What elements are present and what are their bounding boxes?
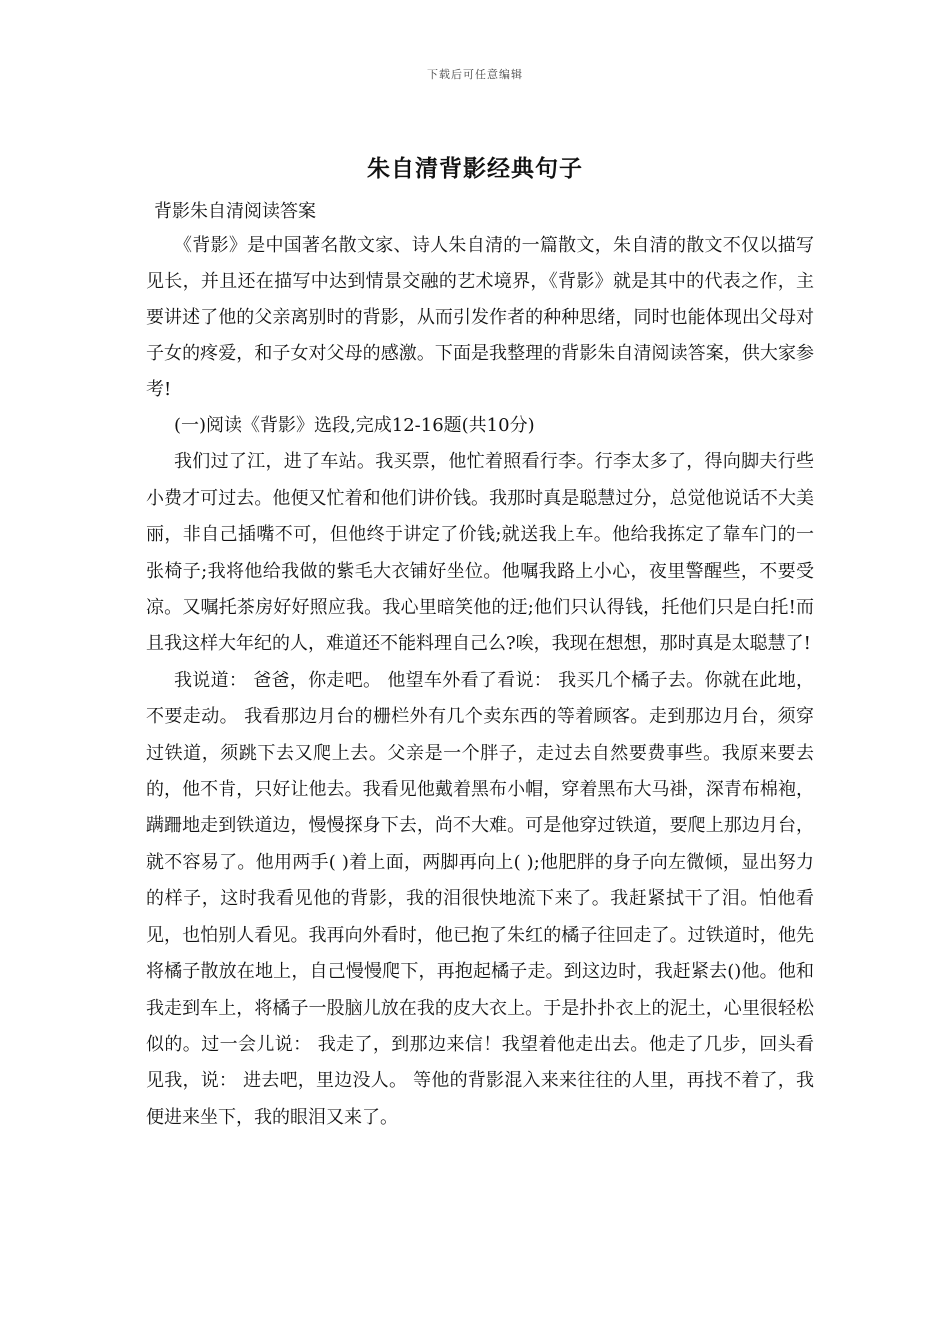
page-title: 朱自清背影经典句子 (367, 155, 583, 182)
header-note: 下载后可任意编辑 (427, 68, 523, 81)
paragraph-excerpt-1: 我们过了江，进了车站。我买票，他忙着照看行李。行李太多了，得向脚夫行些小费才可过去。他便又忙着和他们讲价钱。我那时真是聪慧过分，总觉他说话不大美丽，非自己插嘴不可，但他终于讲定了价钱;就送我上车。他给我拣定了靠车门的一张椅子;我将他给我做的紫毛大衣铺好坐位。他嘱我路上小心，夜里警醒些，不要受凉。又嘱托茶房好好照应我。我心里暗笑他的迂;他们只认得钱，托他们只是白托!而且我这样大年纪的人，难道还不能料理自己么?唉，我现在想想，那时真是太聪慧了! (146, 451, 814, 655)
paragraph-excerpt-2: 我说道： 爸爸，你走吧。 他望车外看了看说： 我买几个橘子去。你就在此地，不要走动。 我看那边月台的栅栏外有几个卖东西的等着顾客。走到那边月台，须穿过铁道，须跳下去又爬上去。父亲是一个胖子，走过去自然要费事些。我原来要去的，他不肯，只好让他去。我看见他戴着黑布小帽，穿着黑布大马褂，深青布棉袍，蹒跚地走到铁道边，慢慢探身下去，尚不大难。可是他穿过铁道，要爬上那边月台，就不容易了。他用两手( )着上面，两脚再向上( );他肥胖的身子向左微倾，显出努力的样子，这时我看见他的背影，我的泪很快地流下来了。我赶紧拭干了泪。怕他看见，也怕别人看见。我再向外看时，他已抱了朱红的橘子往回走了。过铁道时，他先将橘子散放在地上，自己慢慢爬下，再抱起橘子走。到这边时，我赶紧去()他。他和我走到车上，将橘子一股脑儿放在我的皮大衣上。于是扑扑衣上的泥土，心里很轻松似的。过一会儿说： 我走了，到那边来信！我望着他走出去。他走了几步，回头看见我，说： 进去吧，里边没人。 等他的背影混入来来往往的人里，再找不着了，我便进来坐下，我的眼泪又来了。 (146, 669, 814, 1128)
subtitle: 背影朱自清阅读答案 (154, 201, 316, 222)
paragraph-question-heading: (一)阅读《背影》选段,完成12-16题(共10分) (174, 415, 535, 436)
paragraph-intro: 《背影》是中国著名散文家、诗人朱自清的一篇散文，朱自清的散文不仅以描写见长，并且还在描写中达到情景交融的艺术境界，《背影》就是其中的代表之作，主要讲述了他的父亲离别时的背影，从而引发作者的种种思绪，同时也能体现出父母对子女的疼爱，和子女对父母的感激。下面是我整理的背影朱自清阅读答案，供大家参考! (146, 235, 814, 400)
document-body (146, 196, 814, 1136)
